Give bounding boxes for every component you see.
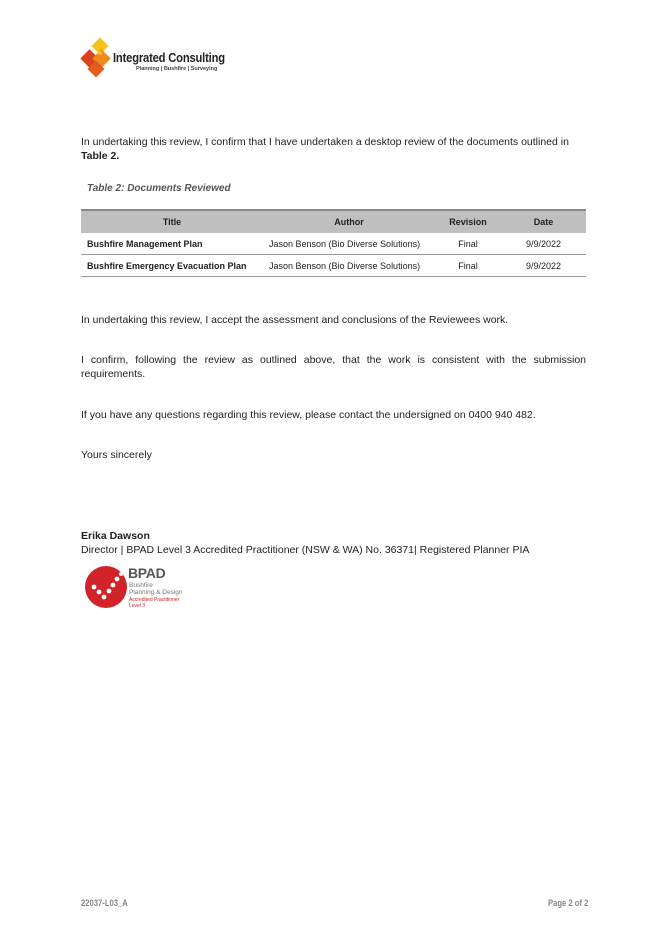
- intro-table-ref: Table 2.: [81, 150, 120, 162]
- bpad-line4: Level 3: [129, 603, 146, 609]
- bpad-heading: BPAD: [128, 565, 166, 581]
- cell-date: 9/9/2022: [501, 255, 586, 277]
- bpad-line3: Accredited Practitioner: [129, 597, 180, 603]
- cell-author: Jason Benson (Bio Diverse Solutions): [263, 233, 435, 255]
- cell-title: Bushfire Management Plan: [81, 233, 263, 255]
- bpad-badge: [84, 563, 204, 613]
- column-header-title: Title: [81, 210, 263, 233]
- bpad-line1: Bushfire: [129, 582, 153, 589]
- column-header-author: Author: [263, 210, 435, 233]
- table-caption: Table 2: Documents Reviewed: [87, 183, 231, 194]
- documents-table: [81, 209, 586, 277]
- column-header-date: Date: [501, 210, 586, 233]
- footer-page-number: Page 2 of 2: [548, 898, 589, 908]
- logo-subtitle: Planning | Bushfire | Surveying: [136, 66, 218, 72]
- bpad-circle-icon: [84, 565, 128, 609]
- signatory-title: Director | BPAD Level 3 Accredited Practitioner (NSW & WA) No. 36371| Registered Planner PIA: [81, 544, 530, 556]
- contact-paragraph: If you have any questions regarding this review, please contact the undersigned on 0400 940 482.: [81, 409, 536, 421]
- table-header-row: [81, 210, 586, 233]
- column-header-revision: Revision: [435, 210, 501, 233]
- cell-revision: Final: [435, 233, 501, 255]
- table-row: [81, 233, 586, 255]
- intro-text: In undertaking this review, I confirm that I have undertaken a desktop review of the documents outlined in: [81, 136, 569, 148]
- bpad-line2: Planning & Design: [129, 589, 183, 596]
- table-row: [81, 255, 586, 277]
- confirm-paragraph: I confirm, following the review as outlined above, that the work is consistent with the submission requirements.: [81, 354, 586, 380]
- accept-paragraph: In undertaking this review, I accept the assessment and conclusions of the Reviewees work.: [81, 314, 509, 326]
- intro-paragraph: [81, 135, 586, 163]
- footer-doc-ref: 22037-L03_A: [81, 898, 128, 908]
- cell-author: Jason Benson (Bio Diverse Solutions): [263, 255, 435, 277]
- signatory-name: Erika Dawson: [81, 530, 150, 542]
- cell-date: 9/9/2022: [501, 233, 586, 255]
- cell-title: Bushfire Emergency Evacuation Plan: [81, 255, 263, 277]
- cell-revision: Final: [435, 255, 501, 277]
- logo-title: Integrated Consulting: [113, 50, 225, 65]
- closing-text: Yours sincerely: [81, 449, 152, 461]
